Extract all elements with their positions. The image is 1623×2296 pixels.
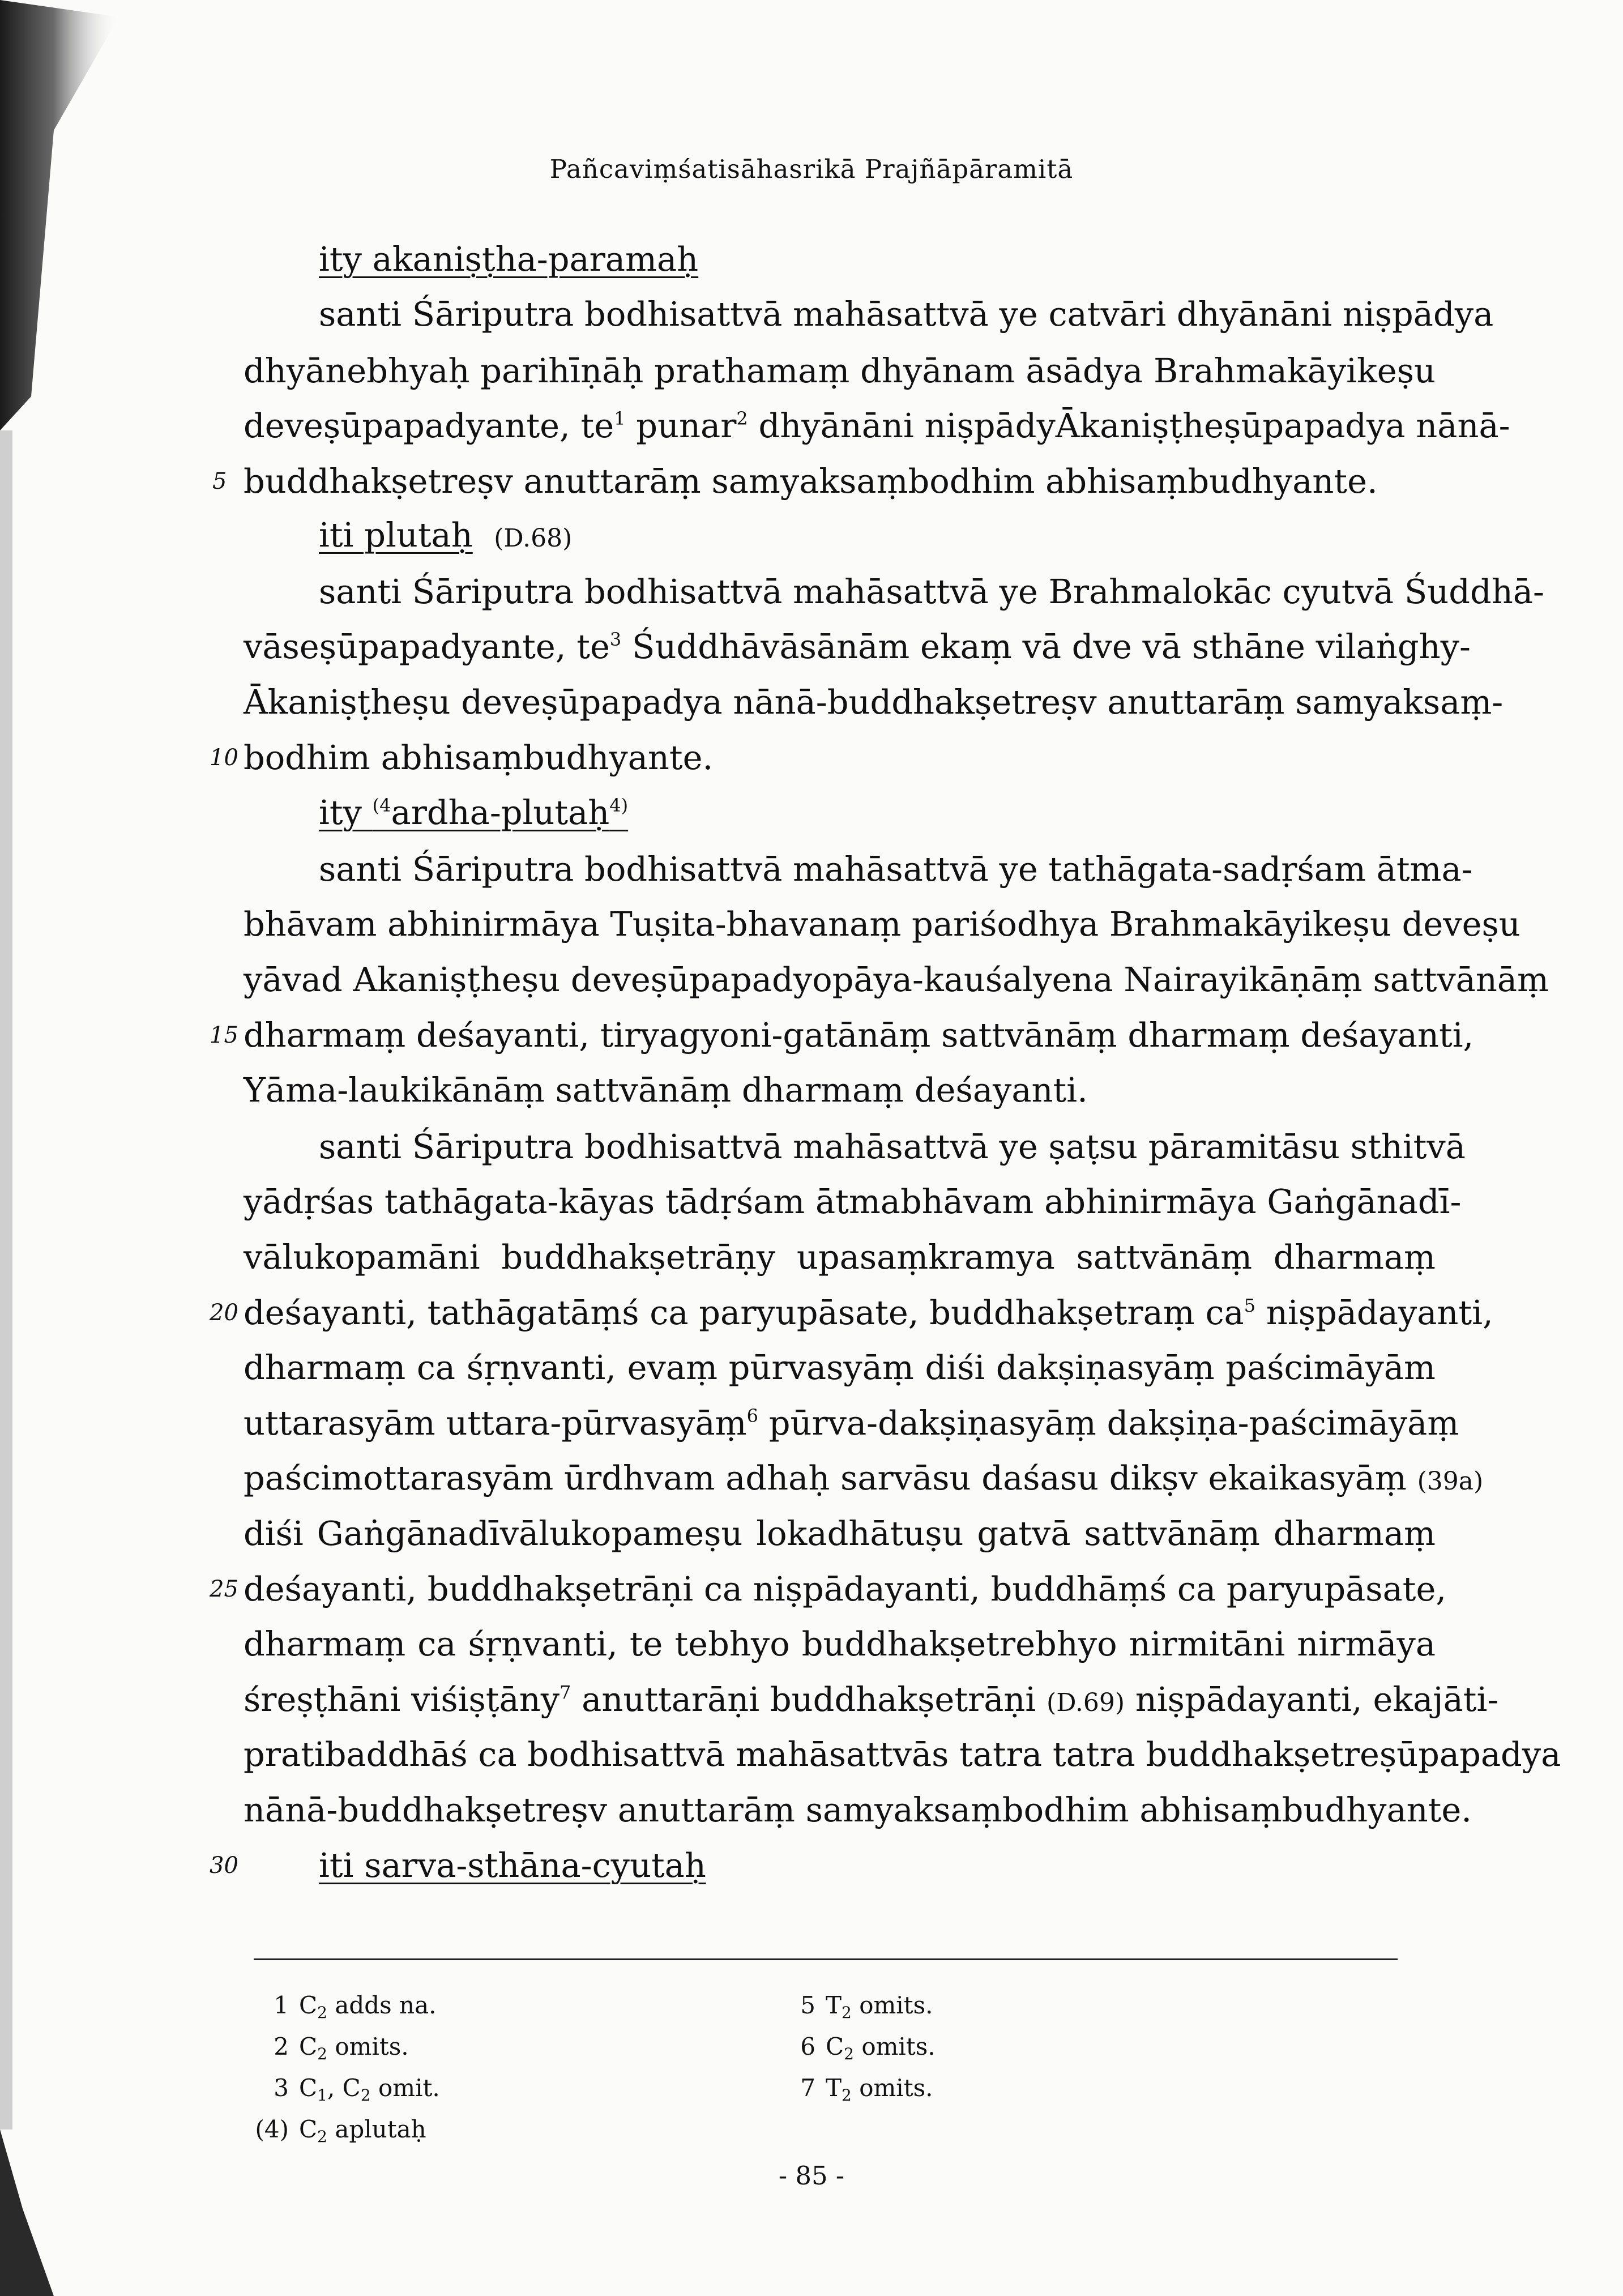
text-line: bodhim abhisaṃbudhyante. [244,738,714,777]
book-spine-shadow [0,0,119,2296]
footnote-ref: 6 [746,1405,758,1427]
footnote-ref: 5 [1244,1295,1256,1316]
footnote-ref: 1 [614,408,626,429]
running-header: Pañcaviṃśatisāhasrikā Prajñāpāramitā [549,154,1074,184]
text-line: deveṣūpapadyante, $te^1$ punar$^2$ dhyānāni niṣpādyĀkaniṣṭheṣūpapadya nānā- [244,406,1510,445]
footnote-separator [254,1958,1398,1960]
text-line: yāvad Akaniṣṭheṣu deveṣūpapadyopāya-kauśalyena Nairayikāṇāṃ sattvānāṃ [244,960,1549,999]
text-line: deśayanti, buddhakṣetrāṇi ca niṣpādayanti, buddhāṃś ca paryupāsate, [244,1569,1447,1608]
text-line: yādṛśas tathāgata-kāyas tādṛśam ātmabhāvam abhinirmāya Gaṅgānadī- [244,1182,1462,1221]
footnote-ref: 7 [559,1682,571,1703]
text-line: dharmaṃ ca śṛṇvanti, te tebhyo buddhakṣetrebhyo nirmitāni nirmāya [244,1624,1436,1663]
text-line: Ākaniṣṭheṣu deveṣūpapadya nānā-buddhakṣetreṣv anuttarāṃ samyaksaṃ- [244,682,1504,722]
line-number: 20 [210,1300,238,1326]
page-ref: (D.68) [494,524,573,553]
text-line: vāseṣūpapadyante, $te^3$ Śuddhāvāsānām ekaṃ vā dve vā sthāne vilaṅghy- [244,627,1471,666]
text-line: dharmaṃ deśayanti, tiryagyoni-gatānāṃ sattvānāṃ dharmaṃ deśayanti, [244,1015,1474,1055]
page-number: - 85 - [778,2161,845,2191]
text-line: santi Śāriputra bodhisattvā mahāsattvā ye tathāgata-sadṛśam ātma- [319,850,1473,889]
footnote-ref: 3 [609,629,622,650]
section-heading: ity $^{(4}$ardha-plutaḥ$^{4)}$ [319,793,629,832]
page-ref: (39a) [1417,1467,1484,1496]
footnote: (4) $C_2$ aplutaḥ [255,2115,426,2146]
footnote-ref: 2 [736,408,748,429]
text-line: bhāvam abhinirmāya Tuṣita-bhavanaṃ pariśodhya Brahmakāyikeṣu deveṣu [244,904,1521,944]
page-ref: (D.69) [1047,1688,1125,1717]
line-number: 30 [210,1853,238,1879]
line-number: 5 [212,468,227,494]
text-line: paścimottarasyām ūrdhvam adhaḥ sarvāsu daśasu dikṣv ekaikasyāṃ (39a) [244,1458,1484,1497]
text-line: santi Śāriputra bodhisattvā mahāsattvā ye ṣaṭsu pāramitāsu sthitvā [319,1127,1466,1166]
line-number: 25 [210,1576,238,1602]
text-line: dhyānebhyaḥ parihīṇāḥ prathamaṃ dhyānam āsādya Brahmakāyikeṣu [244,351,1436,390]
footnote: 3 $C_1$, $C_2$ omit. [274,2074,440,2105]
text-line: nānā-buddhakṣetreṣv anuttarāṃ samyaksaṃbodhim abhisaṃbudhyante. [244,1790,1472,1829]
footnote: 1 $C_2$ adds na. [274,1991,437,2022]
footnote: 5 $T_2$ omits. [800,1991,933,2022]
text-line: vālukopamāni buddhakṣetrāṇy upasaṃkramya sattvānāṃ dharmaṃ [244,1237,1436,1277]
text-line: deśayanti, tathāgatāṃś ca paryupāsate, buddhakṣetraṃ $ca^5$ niṣpādayanti, [244,1293,1493,1332]
text-line: santi Śāriputra bodhisattvā mahāsattvā ye catvāri dhyānāni niṣpādya [319,295,1494,334]
section-heading: iti sarva-sthāna-cyutaḥ [319,1846,706,1885]
text-line: dharmaṃ ca śṛṇvanti, evaṃ pūrvasyāṃ diśi dakṣiṇasyāṃ paścimāyām [244,1348,1436,1387]
text-line: śreṣṭhāni viśiṣṭāny$^7$ anuttarāṇi buddhakṣetrāṇi (D.69) niṣpādayanti, ekajāti- [244,1680,1499,1719]
text-line: uttarasyām uttara-pūrvasyāṃ$^6$ pūrva-dakṣiṇasyāṃ dakṣiṇa-paścimāyāṃ [244,1403,1459,1443]
text-line: buddhakṣetreṣv anuttarāṃ samyaksaṃbodhim abhisaṃbudhyante. [244,462,1378,501]
footnote: 2 $C_2$ omits. [274,2033,409,2063]
text-line: pratibaddhāś ca bodhisattvā mahāsattvās tatra tatra buddhakṣetreṣūpapadya [244,1735,1561,1774]
section-heading: ity akaniṣṭha-paramaḥ [319,240,699,279]
line-number: 15 [210,1022,238,1048]
text-line: Yāma-laukikānāṃ sattvānāṃ dharmaṃ deśayanti. [244,1070,1088,1109]
footnote: 7 $T_2$ omits. [800,2074,933,2105]
line-number: 10 [210,745,238,771]
text-line: diśi Gaṅgānadīvālukopameṣu lokadhātuṣu gatvā sattvānāṃ dharmaṃ [244,1514,1436,1553]
section-heading: iti plutaḥ (D.68) [319,515,573,554]
text-line: santi Śāriputra bodhisattvā mahāsattvā ye Brahmalokāc cyutvā Śuddhā- [319,572,1544,611]
footnote: 6 $C_2$ omits. [800,2033,936,2063]
